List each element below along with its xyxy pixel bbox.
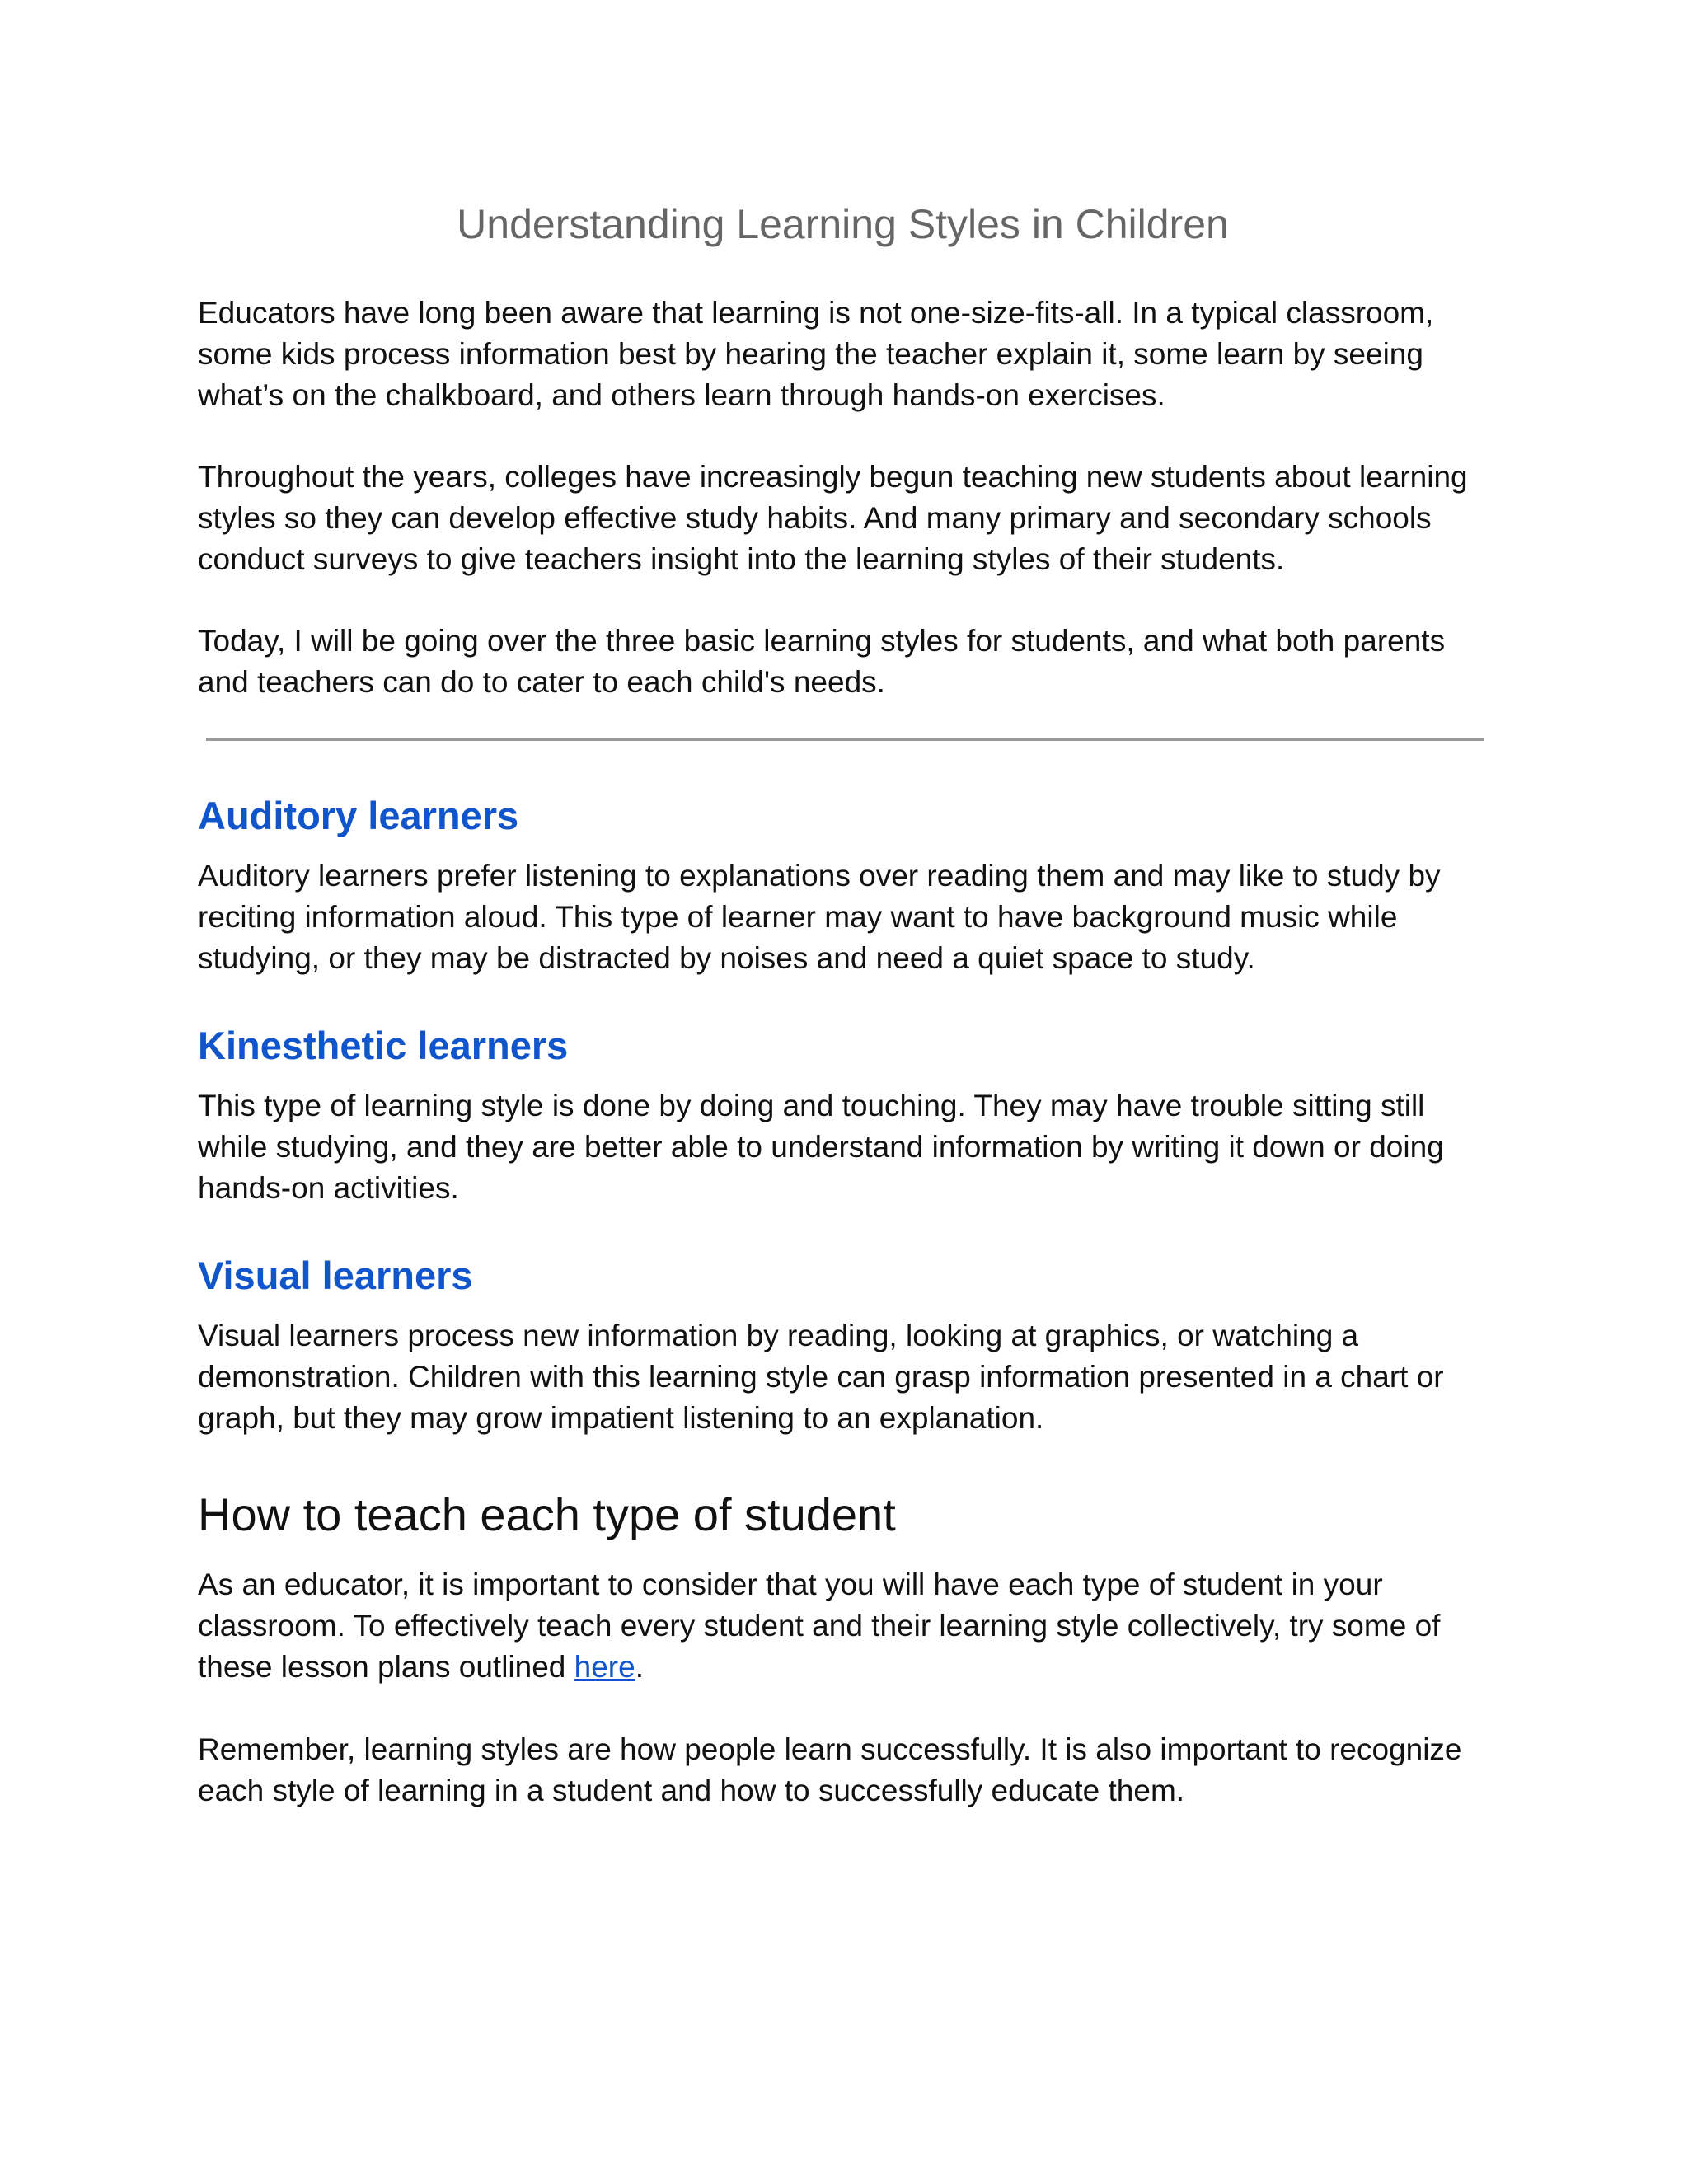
lesson-plans-link[interactable]: here bbox=[574, 1650, 635, 1684]
intro-paragraph-2: Throughout the years, colleges have increasingly begun teaching new students about learning styles so they can develop effective study habits. And many primary and secondary schools conduct surveys to give teachers insight into the learning styles of their students. bbox=[198, 460, 1468, 576]
intro-paragraph-1: Educators have long been aware that learning is not one-size-fits-all. In a typical classroom, some kids process information best by hearing the teacher explain it, some learn by seeing what’s on the chalkboard, and others learn through hands-on exercises. bbox=[198, 296, 1434, 412]
teach-paragraph-2: Remember, learning styles are how people learn successfully. It is also important to recognize each style of learning in a student and how to successfully educate them. bbox=[198, 1732, 1462, 1807]
auditory-paragraph: Auditory learners prefer listening to explanations over reading them and may like to study by reciting information aloud. This type of learner may want to have background music while studying, or they may be distracted by noises and need a quiet space to study. bbox=[198, 859, 1441, 975]
heading-kinesthetic-learners: Kinesthetic learners bbox=[198, 1024, 569, 1067]
teach-paragraph-1-end: . bbox=[635, 1650, 644, 1684]
heading-visual-learners: Visual learners bbox=[198, 1254, 473, 1297]
horizontal-divider bbox=[206, 738, 1484, 741]
teach-paragraph-1 bbox=[198, 1564, 1488, 1688]
heading-how-to-teach: How to teach each type of student bbox=[198, 1488, 896, 1540]
kinesthetic-paragraph: This type of learning style is done by doing and touching. They may have trouble sitting still while studying, and they are better able to understand information by writing it down or doing hands-on activities. bbox=[198, 1089, 1444, 1205]
visual-paragraph: Visual learners process new information by reading, looking at graphics, or watching a demonstration. Children with this learning style can grasp information presented in a chart or graph, but they may grow impatient listening to an explanation. bbox=[198, 1319, 1444, 1435]
heading-auditory-learners: Auditory learners bbox=[198, 794, 519, 837]
document-title: Understanding Learning Styles in Children bbox=[457, 201, 1229, 247]
teach-paragraph-1-text: As an educator, it is important to consider that you will have each type of student in your classroom. To effectively teach every student and their learning style collectively, try some of these lesson plans outlined bbox=[198, 1568, 1441, 1684]
intro-paragraph-3: Today, I will be going over the three basic learning styles for students, and what both parents and teachers can do to cater to each child's needs. bbox=[198, 624, 1446, 699]
